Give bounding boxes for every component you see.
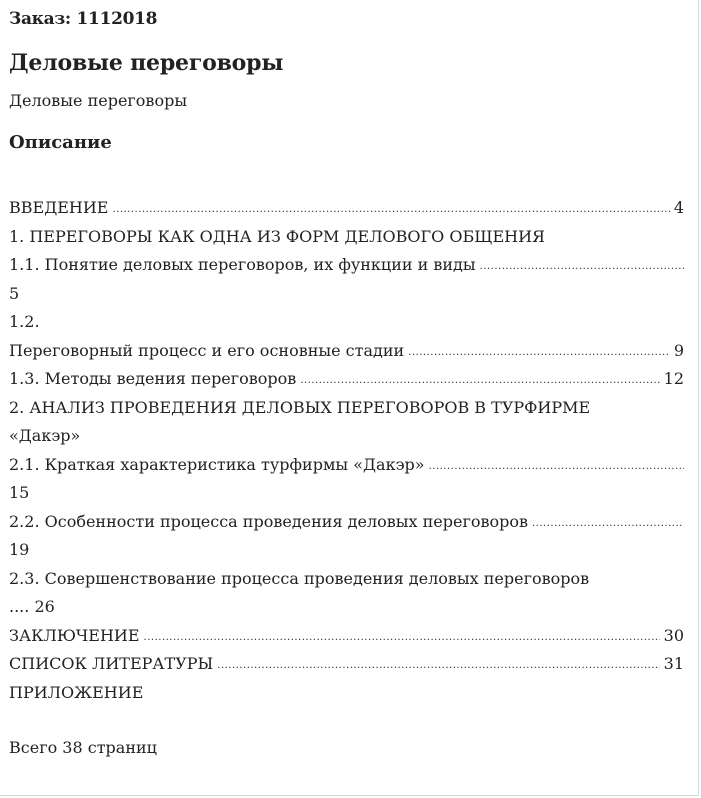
page-title: Деловые переговоры <box>9 50 284 76</box>
toc-entry-text: 1.1. Понятие деловых переговоров, их функции и виды <box>9 255 476 274</box>
toc-leader-dots: .... <box>9 597 30 616</box>
toc-page-number: 4 <box>673 198 684 217</box>
toc-entry-text: 2.1. Краткая характеристика турфирмы «Дакэр» <box>9 454 425 474</box>
toc-entry-1-3 <box>9 365 684 394</box>
toc-entry-text: 2.2. Особенности процесса проведения деловых переговоров <box>9 511 528 531</box>
toc-entry-1-1 <box>9 251 684 280</box>
toc-entry-text: Переговорный процесс и его основные стадии <box>9 340 405 360</box>
toc-leader-dots <box>480 262 684 272</box>
toc-entry-intro <box>9 194 684 223</box>
toc-entry-1-2-number: 1.2. <box>9 312 40 331</box>
toc-page-number: 31 <box>663 654 684 673</box>
toc-entry-text: СПИСОК ЛИТЕРАТУРЫ <box>9 654 214 673</box>
toc-page-number: 9 <box>673 340 684 360</box>
toc-leader-dots <box>112 205 669 215</box>
toc-leader-dots <box>429 462 684 472</box>
toc-leader-dots <box>217 661 659 671</box>
toc-page-number: 5 <box>9 283 20 303</box>
toc-page-number: 15 <box>9 483 30 502</box>
toc-entry-text: ВВЕДЕНИЕ <box>9 198 109 217</box>
toc-entry-text: 1.3. Методы ведения переговоров <box>9 369 297 388</box>
toc-entry-chapter-2-cont: «Дакэр» <box>9 426 81 445</box>
page-subtitle: Деловые переговоры <box>9 91 188 110</box>
toc-entry-1-2 <box>9 337 684 366</box>
order-number: Заказ: 1112018 <box>9 9 158 29</box>
toc-entry-text: ЗАКЛЮЧЕНИЕ <box>9 625 140 645</box>
toc-page-number: 30 <box>663 625 684 645</box>
toc-entry-2-1 <box>9 451 684 480</box>
toc-leader-dots <box>144 633 660 643</box>
toc-entry-2-3: 2.3. Совершенствование процесса проведения деловых переговоров <box>9 568 590 588</box>
total-pages: Всего 38 страниц <box>9 738 157 757</box>
toc-entry-chapter-1: 1. ПЕРЕГОВОРЫ КАК ОДНА ИЗ ФОРМ ДЕЛОВОГО ОБЩЕНИЯ <box>9 226 545 246</box>
toc-entry-2-2 <box>9 508 684 537</box>
toc-entry-conclusion <box>9 622 684 651</box>
toc-page-number: 19 <box>9 540 30 559</box>
description-heading: Описание <box>9 132 112 153</box>
toc-page-number: 12 <box>663 369 684 388</box>
toc-entry-2-3-page <box>9 593 684 622</box>
toc-entry-chapter-2: 2. АНАЛИЗ ПРОВЕДЕНИЯ ДЕЛОВЫХ ПЕРЕГОВОРОВ В ТУРФИРМЕ <box>9 397 591 417</box>
toc-entry-literature <box>9 650 684 679</box>
toc-page-number: 26 <box>34 597 55 616</box>
toc-entry-appendix: ПРИЛОЖЕНИЕ <box>9 682 144 702</box>
toc-leader-dots <box>532 519 684 529</box>
table-of-contents <box>9 194 684 707</box>
toc-leader-dots <box>408 348 670 358</box>
toc-leader-dots <box>300 376 659 386</box>
